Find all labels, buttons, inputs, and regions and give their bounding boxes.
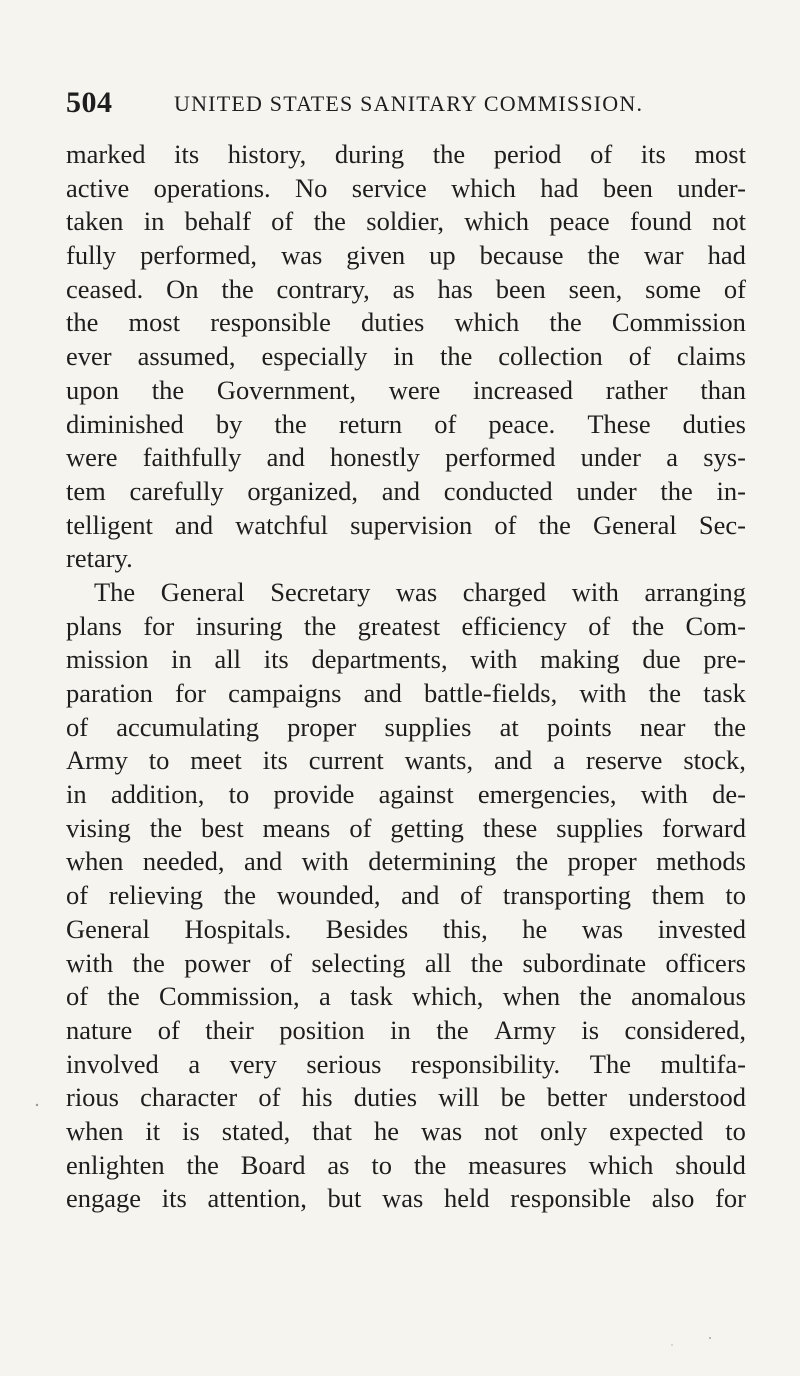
text-line: vising the best means of getting these supplies forward: [66, 812, 746, 843]
text-line: retary.: [66, 543, 133, 574]
text-line: were faithfully and honestly performed under a sys-: [66, 442, 746, 473]
text-line: plans for insuring the greatest efficiency of the Com-: [66, 610, 746, 641]
speck: [36, 1104, 38, 1106]
text-line: of the Commission, a task which, when the anomalous: [66, 981, 746, 1012]
text-line: The General Secretary was charged with arranging: [94, 576, 746, 607]
running-title: UNITED STATES SANITARY COMMISSION.: [174, 91, 644, 116]
text-line: fully performed, was given up because the war had: [66, 240, 746, 271]
text-line: of accumulating proper supplies at points near the: [66, 711, 746, 742]
text-line: General Hospitals. Besides this, he was invested: [66, 913, 746, 944]
text-line: the most responsible duties which the Commission: [66, 307, 746, 338]
text-line: of relieving the wounded, and of transporting them to: [66, 880, 746, 911]
text-line: in addition, to provide against emergencies, with de-: [66, 779, 746, 810]
text-line: upon the Government, were increased rather than: [66, 374, 746, 405]
text-line: paration for campaigns and battle-fields, with the task: [66, 678, 746, 708]
text-line: nature of their position in the Army is considered,: [66, 1014, 746, 1045]
text-line: when it is stated, that he was not only expected to: [66, 1115, 746, 1146]
text-line: ceased. On the contrary, as has been seen, some of: [66, 273, 746, 304]
text-line: mission in all its departments, with making due pre-: [66, 644, 746, 675]
text-line: telligent and watchful supervision of the General Sec-: [66, 509, 746, 540]
text-line: tem carefully organized, and conducted under the in-: [66, 475, 746, 506]
text-line: involved a very serious responsibility. The multifa-: [66, 1048, 746, 1079]
text-line: rious character of his duties will be better understood: [66, 1082, 746, 1113]
speck: [709, 1337, 711, 1339]
text-line: when needed, and with determining the proper methods: [66, 846, 746, 877]
text-line: engage its attention, but was held responsible also for: [66, 1183, 746, 1214]
speck: [671, 1344, 673, 1346]
text-line: with the power of selecting all the subordinate officers: [66, 947, 746, 978]
text-line: marked its history, during the period of its most: [66, 139, 746, 169]
body-text: [66, 138, 746, 1216]
text-line: ever assumed, especially in the collection of claims: [66, 341, 746, 372]
page-header: [66, 86, 746, 126]
text-line: diminished by the return of peace. These duties: [66, 408, 746, 439]
page-number: 504: [66, 86, 113, 119]
text-line: active operations. No service which had been under-: [66, 172, 746, 203]
text-line: Army to meet its current wants, and a reserve stock,: [66, 745, 746, 776]
text-line: taken in behalf of the soldier, which peace found not: [66, 206, 746, 237]
text-line: enlighten the Board as to the measures which should: [66, 1149, 746, 1180]
